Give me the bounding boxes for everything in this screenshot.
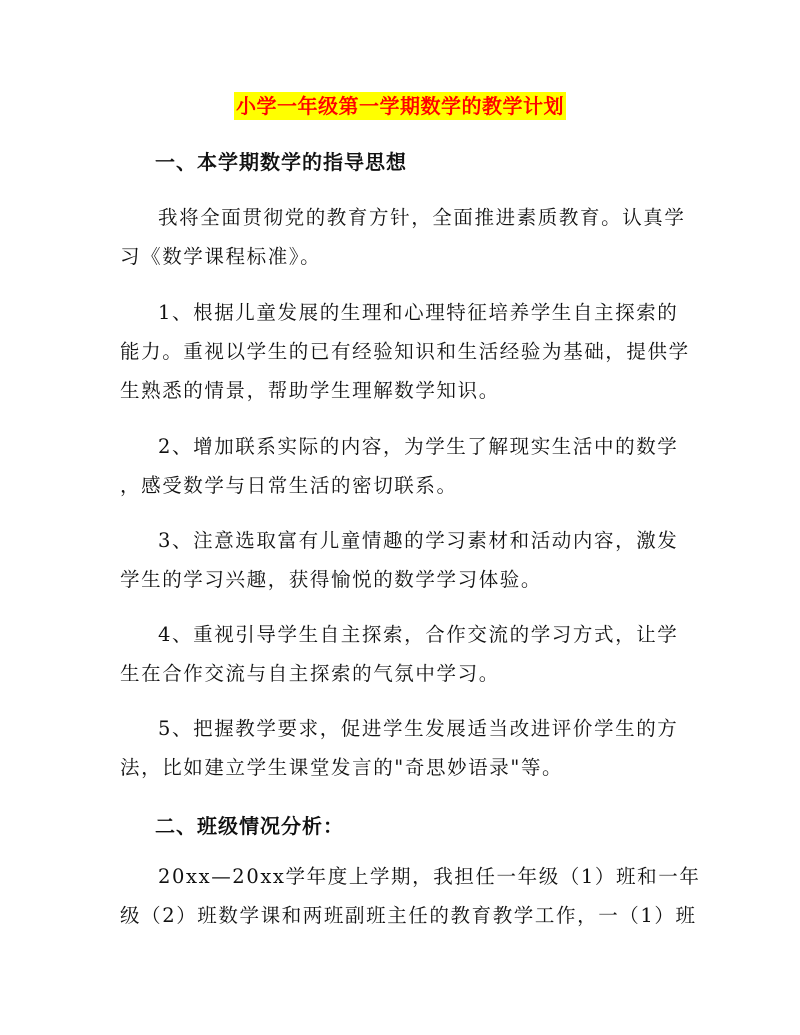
- section-1-heading: 一、本学期数学的指导思想: [155, 150, 407, 174]
- paragraph-line: 我将全面贯彻党的教育方针，全面推进素质教育。认真学: [158, 206, 686, 229]
- section-1-item-3: [120, 521, 682, 599]
- document-title: 小学一年级第一学期数学的教学计划: [236, 94, 564, 118]
- section-1-item-4: [120, 615, 682, 693]
- paragraph-line: 生熟悉的情景，帮助学生理解数学知识。: [120, 379, 500, 402]
- paragraph-line: 学生的学习兴趣，获得愉悦的数学学习体验。: [120, 568, 543, 591]
- paragraph-line: ，感受数学与日常生活的密切联系。: [120, 474, 458, 497]
- paragraph-line: 习《数学课程标准》。: [120, 245, 322, 268]
- section-1-item-1: [120, 293, 690, 410]
- paragraph-line: 能力。重视以学生的已有经验知识和生活经验为基础，提供学: [120, 340, 690, 363]
- paragraph-line: 生在合作交流与自主探索的气氛中学习。: [120, 662, 500, 685]
- paragraph-line: 1、根据儿童发展的生理和心理特征培养学生自主探索的: [158, 301, 679, 324]
- paragraph-line: 3、注意选取富有儿童情趣的学习素材和活动内容，激发: [158, 529, 679, 552]
- paragraph-line: 4、重视引导学生自主探索，合作交流的学习方式，让学: [158, 623, 679, 646]
- paragraph-line: 2、增加联系实际的内容，为学生了解现实生活中的数学: [158, 435, 679, 458]
- section-1-item-2: [120, 427, 682, 505]
- section-2-heading: 二、班级情况分析：: [155, 814, 344, 838]
- paragraph-line: 法，比如建立学生课堂发言的"奇思妙语录"等。: [120, 756, 564, 779]
- paragraph-line: 级（2）班数学课和两班副班主任的教育教学工作，一（1）班: [120, 904, 697, 927]
- section-1-item-5: [120, 709, 682, 787]
- paragraph-line: 20xx—20xx学年度上学期，我担任一年级（1）班和一年: [158, 865, 701, 888]
- section-2-intro: [120, 857, 701, 935]
- section-1-intro: [120, 198, 686, 276]
- paragraph-line: 5、把握教学要求，促进学生发展适当改进评价学生的方: [158, 717, 679, 740]
